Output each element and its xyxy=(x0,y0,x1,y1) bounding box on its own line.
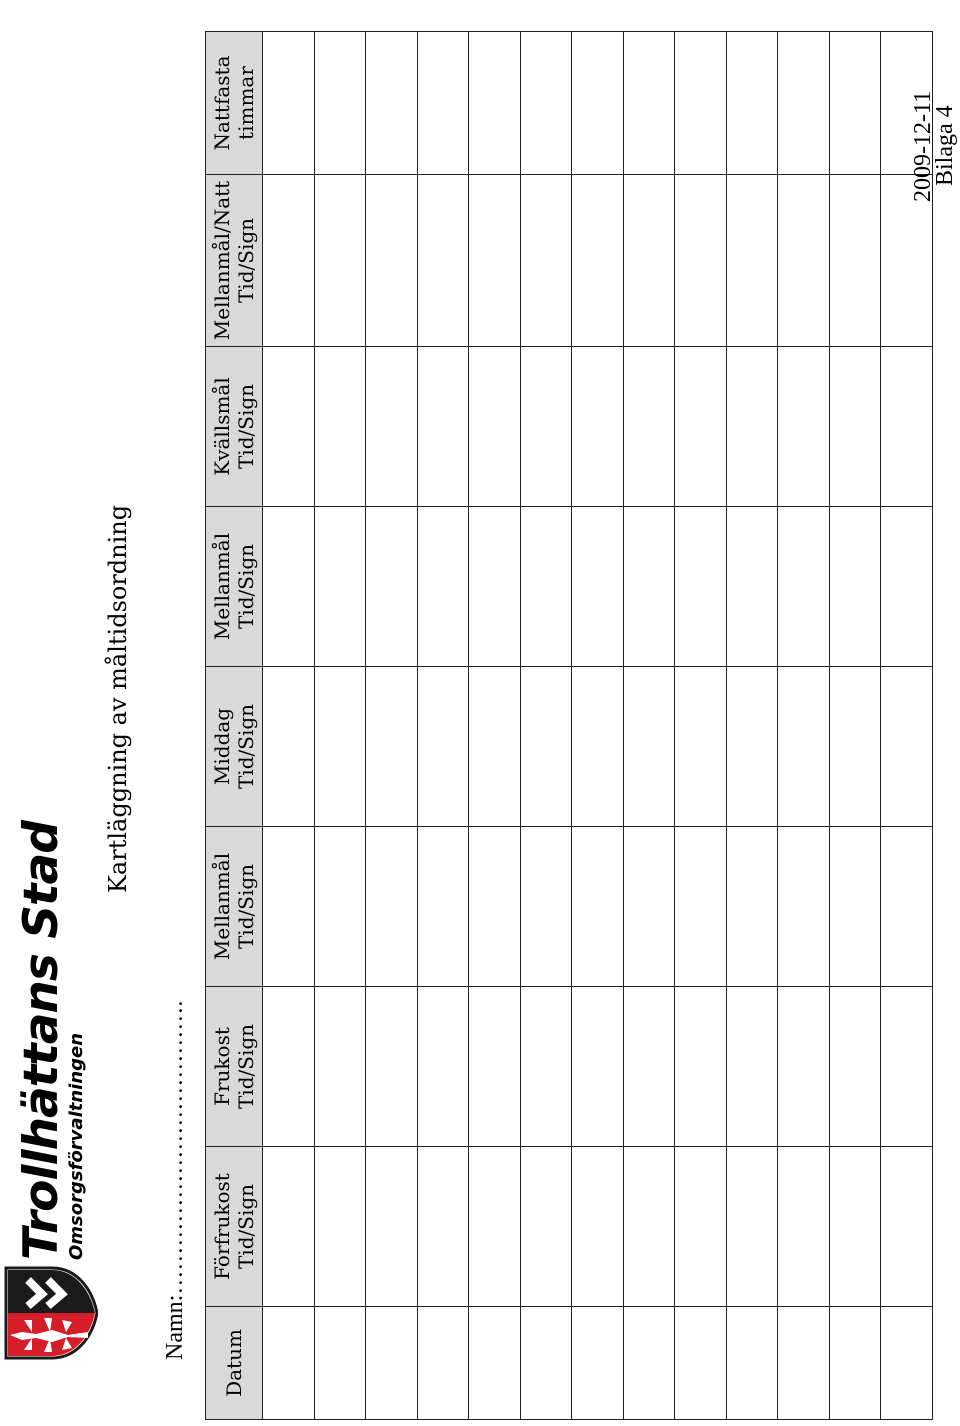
table-cell[interactable] xyxy=(675,1307,727,1420)
table-cell[interactable] xyxy=(314,507,366,667)
table-row xyxy=(520,32,572,1420)
table-cell[interactable] xyxy=(726,987,778,1147)
table-cell[interactable] xyxy=(623,175,675,347)
table-cell[interactable] xyxy=(829,1307,881,1420)
table-cell[interactable] xyxy=(366,175,418,347)
table-cell[interactable] xyxy=(675,175,727,347)
table-cell[interactable] xyxy=(778,175,830,347)
table-cell[interactable] xyxy=(675,827,727,987)
table-cell[interactable] xyxy=(520,1147,572,1307)
table-cell[interactable] xyxy=(263,1307,315,1420)
table-row xyxy=(314,32,366,1420)
table-cell[interactable] xyxy=(520,32,572,175)
table-cell[interactable] xyxy=(314,987,366,1147)
table-cell[interactable] xyxy=(778,1307,830,1420)
table-cell[interactable] xyxy=(572,1147,624,1307)
column-header-pre-breakfast: Förfrukost Tid/Sign xyxy=(206,1147,263,1307)
column-header-dinner: Middag Tid/Sign xyxy=(206,667,263,827)
table-cell[interactable] xyxy=(881,347,933,507)
table-cell[interactable] xyxy=(263,32,315,175)
table-cell[interactable] xyxy=(623,1307,675,1420)
table-cell[interactable] xyxy=(417,507,469,667)
table-cell[interactable] xyxy=(520,507,572,667)
table-row xyxy=(829,32,881,1420)
table-cell[interactable] xyxy=(572,347,624,507)
table-cell[interactable] xyxy=(520,1307,572,1420)
table-cell[interactable] xyxy=(366,827,418,987)
table-cell[interactable] xyxy=(314,175,366,347)
table-cell[interactable] xyxy=(314,667,366,827)
table-cell[interactable] xyxy=(778,987,830,1147)
table-cell[interactable] xyxy=(572,1307,624,1420)
table-cell[interactable] xyxy=(881,1307,933,1420)
table-cell[interactable] xyxy=(623,1147,675,1307)
table-cell[interactable] xyxy=(263,667,315,827)
table-cell[interactable] xyxy=(366,347,418,507)
table-cell[interactable] xyxy=(572,32,624,175)
table-cell[interactable] xyxy=(881,507,933,667)
table-cell[interactable] xyxy=(263,987,315,1147)
table-cell[interactable] xyxy=(417,827,469,987)
table-cell[interactable] xyxy=(417,1147,469,1307)
table-cell[interactable] xyxy=(417,32,469,175)
table-cell[interactable] xyxy=(829,32,881,175)
table-cell[interactable] xyxy=(726,32,778,175)
table-cell[interactable] xyxy=(366,507,418,667)
table-cell[interactable] xyxy=(314,1307,366,1420)
table-cell[interactable] xyxy=(572,507,624,667)
table-cell[interactable] xyxy=(623,987,675,1147)
table-header-row xyxy=(206,32,263,1420)
table-cell[interactable] xyxy=(778,32,830,175)
table-cell[interactable] xyxy=(469,987,521,1147)
table-cell[interactable] xyxy=(675,347,727,507)
table-cell[interactable] xyxy=(675,987,727,1147)
table-cell[interactable] xyxy=(726,1147,778,1307)
table-cell[interactable] xyxy=(829,1147,881,1307)
table-cell[interactable] xyxy=(263,507,315,667)
table-cell[interactable] xyxy=(572,667,624,827)
table-cell[interactable] xyxy=(829,987,881,1147)
table-cell[interactable] xyxy=(366,1307,418,1420)
table-cell[interactable] xyxy=(263,1147,315,1307)
table-cell[interactable] xyxy=(778,347,830,507)
table-row xyxy=(572,32,624,1420)
table-cell[interactable] xyxy=(726,1307,778,1420)
table-cell[interactable] xyxy=(778,667,830,827)
table-cell[interactable] xyxy=(829,347,881,507)
table-cell[interactable] xyxy=(417,347,469,507)
table-cell[interactable] xyxy=(623,507,675,667)
table-row xyxy=(417,32,469,1420)
table-cell[interactable] xyxy=(829,507,881,667)
table-cell[interactable] xyxy=(366,32,418,175)
table-cell[interactable] xyxy=(572,827,624,987)
column-header-snack-morning: Mellanmål Tid/Sign xyxy=(206,827,263,987)
table-cell[interactable] xyxy=(417,1307,469,1420)
table-cell[interactable] xyxy=(263,827,315,987)
table-row xyxy=(263,32,315,1420)
table-row xyxy=(726,32,778,1420)
table-cell[interactable] xyxy=(881,1147,933,1307)
table-cell[interactable] xyxy=(726,347,778,507)
table-cell[interactable] xyxy=(623,32,675,175)
table-cell[interactable] xyxy=(314,827,366,987)
department-name: Omsorgsförvaltningen xyxy=(66,1032,87,1260)
table-cell[interactable] xyxy=(829,175,881,347)
name-field-label: Namn:………………………………. xyxy=(162,1000,188,1360)
table-cell[interactable] xyxy=(726,667,778,827)
table-cell[interactable] xyxy=(778,507,830,667)
table-cell[interactable] xyxy=(675,1147,727,1307)
table-cell[interactable] xyxy=(623,827,675,987)
table-row xyxy=(623,32,675,1420)
table-cell[interactable] xyxy=(314,1147,366,1307)
table-cell[interactable] xyxy=(263,175,315,347)
table-cell[interactable] xyxy=(623,667,675,827)
table-cell[interactable] xyxy=(726,175,778,347)
table-row xyxy=(366,32,418,1420)
table-row xyxy=(469,32,521,1420)
column-header-date: Datum xyxy=(206,1307,263,1420)
table-cell[interactable] xyxy=(778,827,830,987)
column-header-snack-night: Mellanmål/Natt Tid/Sign xyxy=(206,175,263,347)
table-cell[interactable] xyxy=(675,667,727,827)
column-header-snack-afternoon: Mellanmål Tid/Sign xyxy=(206,507,263,667)
page-title: Kartläggning av måltidsordning xyxy=(104,504,132,893)
table-row xyxy=(881,32,933,1420)
table-cell[interactable] xyxy=(417,987,469,1147)
table-cell[interactable] xyxy=(469,32,521,175)
column-header-night-fast: Nattfasta timmar xyxy=(206,32,263,175)
table-cell[interactable] xyxy=(417,175,469,347)
table-cell[interactable] xyxy=(520,827,572,987)
table-cell[interactable] xyxy=(675,32,727,175)
table-cell[interactable] xyxy=(520,987,572,1147)
meal-schedule-table xyxy=(205,31,933,1420)
table-cell[interactable] xyxy=(469,827,521,987)
table-cell[interactable] xyxy=(726,507,778,667)
table-cell[interactable] xyxy=(417,667,469,827)
table-cell[interactable] xyxy=(675,507,727,667)
table-body xyxy=(263,32,933,1420)
table-cell[interactable] xyxy=(881,987,933,1147)
table-cell[interactable] xyxy=(572,987,624,1147)
table-row xyxy=(675,32,727,1420)
table-cell[interactable] xyxy=(623,347,675,507)
table-cell[interactable] xyxy=(469,1147,521,1307)
table-cell[interactable] xyxy=(469,175,521,347)
table-cell[interactable] xyxy=(469,507,521,667)
table-cell[interactable] xyxy=(881,667,933,827)
organization-name: Trollhättans Stad xyxy=(14,821,69,1260)
table-cell[interactable] xyxy=(263,347,315,507)
table-cell[interactable] xyxy=(469,1307,521,1420)
table-cell[interactable] xyxy=(366,667,418,827)
document-date: 2009-12-11 xyxy=(910,90,936,202)
table-cell[interactable] xyxy=(366,987,418,1147)
table-cell[interactable] xyxy=(366,1147,418,1307)
table-cell[interactable] xyxy=(469,347,521,507)
table-cell[interactable] xyxy=(469,667,521,827)
table-cell[interactable] xyxy=(520,667,572,827)
trollhattan-crest-icon xyxy=(2,1264,98,1362)
table-cell[interactable] xyxy=(520,175,572,347)
table-cell[interactable] xyxy=(881,827,933,987)
column-header-breakfast: Frukost Tid/Sign xyxy=(206,987,263,1147)
table-row xyxy=(778,32,830,1420)
attachment-label: Bilaga 4 xyxy=(932,105,958,186)
table-cell[interactable] xyxy=(520,347,572,507)
table-cell[interactable] xyxy=(314,347,366,507)
column-header-supper: Kvällsmål Tid/Sign xyxy=(206,347,263,507)
table-cell[interactable] xyxy=(829,667,881,827)
table-cell[interactable] xyxy=(829,827,881,987)
table-cell[interactable] xyxy=(314,32,366,175)
table-cell[interactable] xyxy=(778,1147,830,1307)
table-cell[interactable] xyxy=(572,175,624,347)
table-cell[interactable] xyxy=(726,827,778,987)
